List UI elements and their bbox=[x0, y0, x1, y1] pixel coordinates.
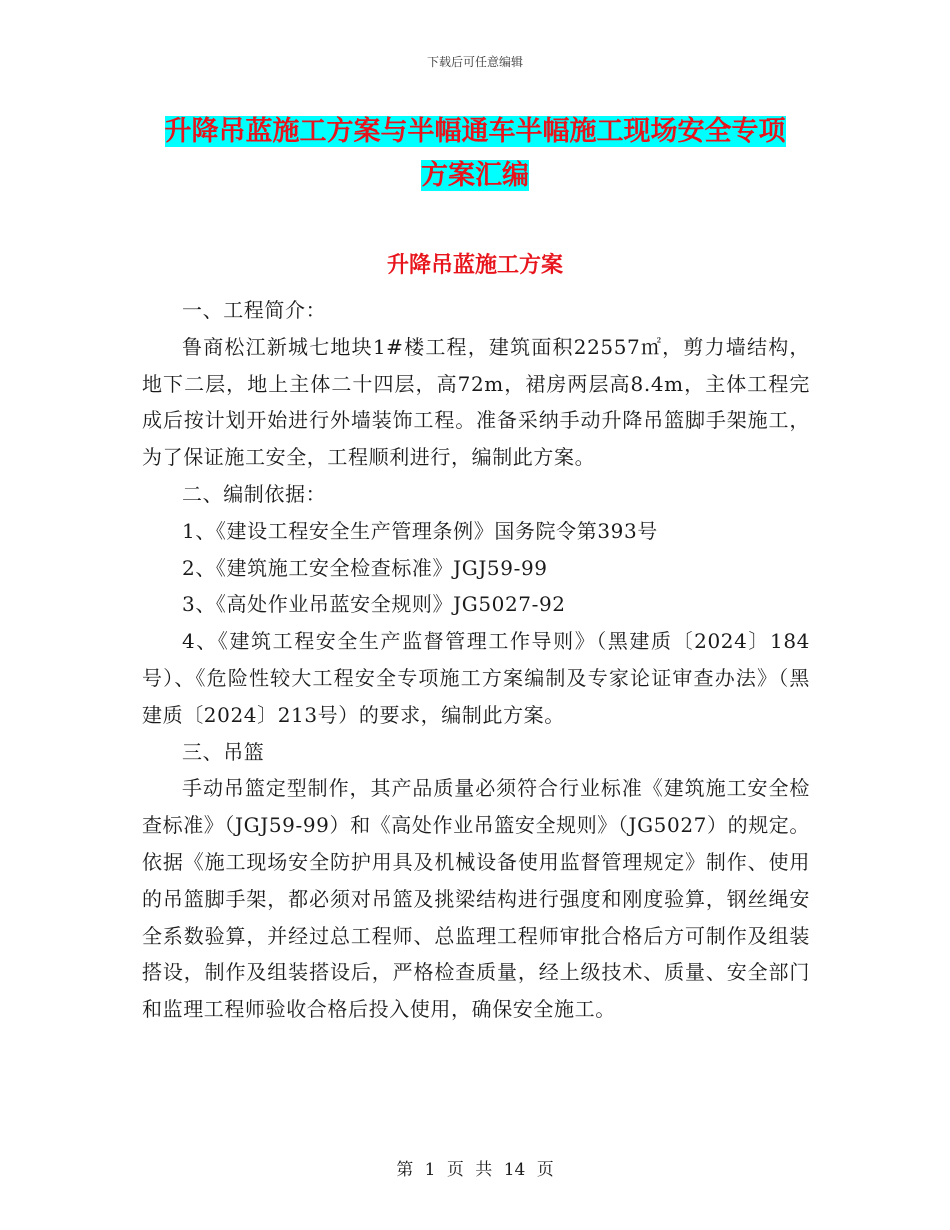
basis-item-3: 3、《高处作业吊蓝安全规则》JG5027-92 bbox=[182, 592, 566, 617]
document-title bbox=[0, 110, 950, 198]
page-footer: 第 1 页 共 14 页 bbox=[396, 1160, 554, 1180]
heading-basis: 二、编制依据： bbox=[182, 481, 327, 506]
section-title: 升降吊蓝施工方案 bbox=[386, 253, 563, 278]
header-note: 下载后可任意编辑 bbox=[426, 55, 523, 69]
document-body bbox=[142, 292, 810, 1028]
heading-gondola: 三、吊篮 bbox=[182, 739, 265, 764]
basis-item-2: 2、《建筑施工安全检查标准》JGJ59-99 bbox=[182, 555, 548, 580]
paragraph-gondola: 手动吊篮定型制作，其产品质量必须符合行业标准《建筑施工安全检查标准》（JGJ59-99）和《高处作业吊篮安全规则》（JG5027）的规定。依据《施工现场安全防护用具及机械设备使用监督管理规定》制作、使用的吊篮脚手架，都必须对吊篮及挑梁结构进行强度和刚度验算，钢丝绳安全系数验算，并经过总工程师、总监理工程师审批合格后方可制作及组装搭设，制作及组装搭设后，严格检查质量，经上级技术、质量、安全部门和监理工程师验收合格后投入使用，确保安全施工。 bbox=[142, 776, 810, 1022]
paragraph-project-overview: 鲁商松江新城七地块1#楼工程，建筑面积22557㎡，剪力墙结构，地下二层，地上主体二十四层，高72m，裙房两层高8.4m，主体工程完成后按计划开始进行外墙装饰工程。准备采纳手动升降吊篮脚手架施工，为了保证施工安全，工程顺利进行，编制此方案。 bbox=[142, 334, 810, 470]
basis-item-4: 4、《建筑工程安全生产监督管理工作导则》（黑建质〔2024〕184号）、《危险性较大工程安全专项施工方案编制及专家论证审查办法》（黑建质〔2024〕213号）的要求，编制此方案。 bbox=[142, 629, 810, 727]
document-title-line2: 方案汇编 bbox=[421, 160, 529, 191]
document-title-line1: 升降吊蓝施工方案与半幅通车半幅施工现场安全专项 bbox=[164, 116, 786, 147]
heading-project-overview: 一、工程简介： bbox=[182, 298, 327, 322]
basis-item-1: 1、《建设工程安全生产管理条例》国务院令第393号 bbox=[182, 518, 658, 543]
